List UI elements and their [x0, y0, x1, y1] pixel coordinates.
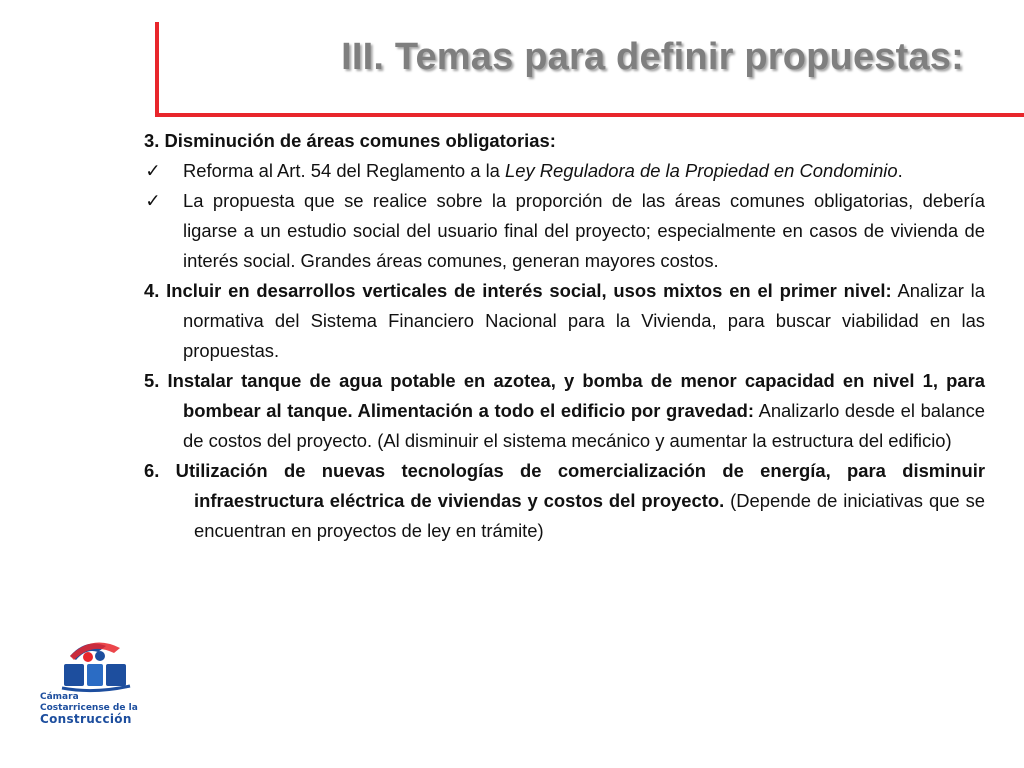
camara-logo [40, 636, 148, 736]
logo-line-1: Cámara [40, 692, 79, 702]
item-5 [144, 366, 985, 456]
item-6 [144, 456, 985, 546]
slide-content [144, 126, 985, 546]
item-4 [144, 276, 985, 366]
logo-line-3: Construcción [40, 712, 132, 726]
section-3-heading: 3. Disminución de áreas comunes obligatorias: [144, 130, 556, 151]
check-icon: ✓ [145, 190, 161, 211]
slide-title: III. Temas para definir propuestas: [341, 36, 964, 78]
checklist-item [144, 186, 985, 276]
item-5-bold: 5. Instalar tanque de agua potable en azotea, y bomba de menor capacidad en nivel 1, para bombear al tanque. Alimentación a todo el edificio por gravedad: [144, 370, 985, 421]
frame-vertical-line [155, 22, 159, 117]
frame-horizontal-line [155, 113, 1024, 117]
logo-text [40, 692, 150, 725]
bullet-1-law-name: Ley Reguladora de la Propiedad en Condominio [505, 160, 898, 181]
camara-logo-icon [40, 636, 148, 694]
section-3-checklist [144, 156, 985, 276]
checklist-item [144, 156, 985, 186]
bullet-1-text: Reforma al Art. 54 del Reglamento a la [183, 160, 506, 181]
item-6-text: (Depende de iniciativas que se encuentran en proyectos de ley en trámite) [194, 490, 985, 541]
bullet-1-period: . [897, 160, 903, 181]
item-6-bold: 6. Utilización de nuevas tecnologías de comercialización de energía, para disminuir infraestructura eléctrica de viviendas y costos del proyecto. [144, 460, 985, 511]
logo-line-2: Costarricense de la [40, 703, 138, 713]
item-5-text: Analizarlo desde el balance de costos del proyecto. (Al disminuir el sistema mecánico y aumentar la estructura del edificio) [183, 400, 985, 451]
bullet-2-text: La propuesta que se realice sobre la proporción de las áreas comunes obligatorias, debería ligarse a un estudio social del usuario final del proyecto; especialmente en casos de vivienda de interés social. Grandes áreas comunes, generan mayores costos. [183, 190, 985, 271]
check-icon: ✓ [145, 160, 161, 181]
item-4-bold: 4. Incluir en desarrollos verticales de interés social, usos mixtos en el primer nivel: [144, 280, 892, 301]
item-4-text: Analizar la normativa del Sistema Financiero Nacional para la Vivienda, para buscar viabilidad en las propuestas. [183, 280, 985, 361]
